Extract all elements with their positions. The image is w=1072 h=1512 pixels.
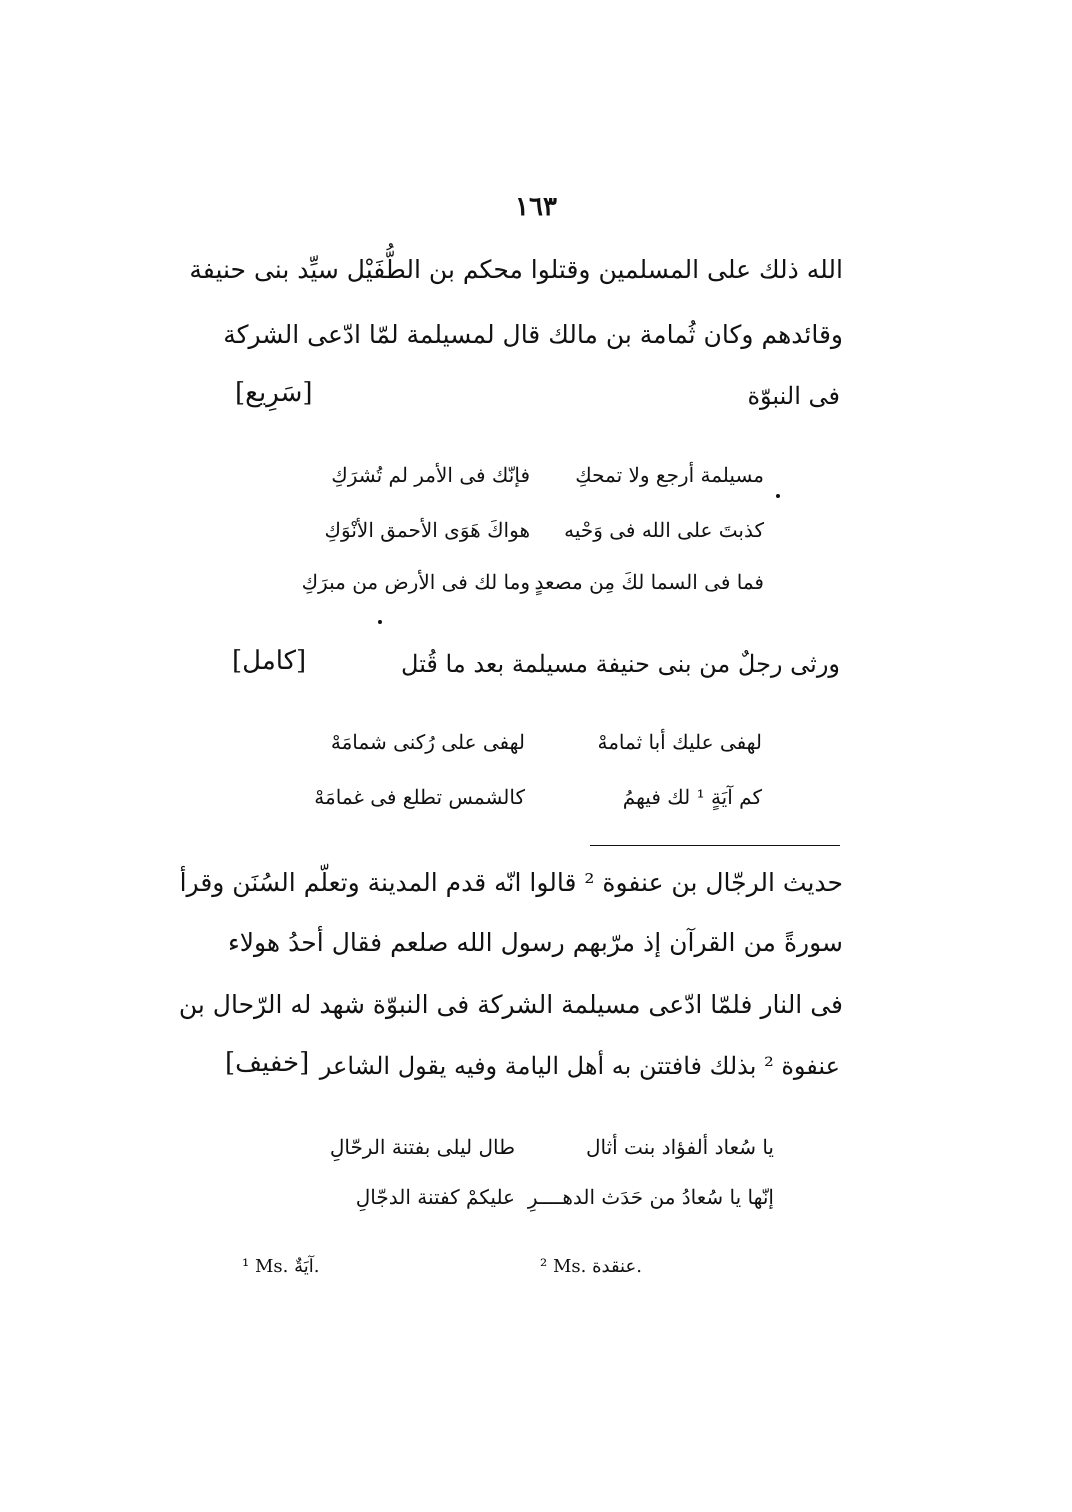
verse-hemistich: كم آيَةٍ ¹ لك فيهمُ — [622, 785, 762, 809]
verse-hemistich: هواكَ هَوَى الأحمق الأنْوَكِ — [324, 518, 530, 542]
ink-speck — [378, 620, 382, 624]
verse-hemistich: طال ليلى بفتنة الرحّالِ — [329, 1135, 515, 1159]
verse-hemistich: يا سُعاد ألفؤاد بنت أثال — [585, 1135, 774, 1159]
prose-line: وقائدهم وكان ثُمامة بن مالك قال لمسيلمة لمّا ادّعى الشركة — [223, 320, 843, 349]
verse-hemistich: إنّها يا سُعادُ من حَدَث الدهــــرِ — [527, 1185, 774, 1209]
verse-hemistich: لهفى على رُكنى شمامَهْ — [330, 730, 525, 754]
meter-label: [كامل] — [232, 646, 307, 676]
prose-line: فى النار فلمّا ادّعى مسيلمة الشركة فى النبوّة شهد له الرّحال بن — [178, 990, 843, 1019]
verse-hemistich: كذبتَ على الله فى وَحْيه — [564, 518, 764, 542]
ink-speck — [776, 494, 780, 498]
verse-hemistich: فإنّك فى الأمر لم تُشرَكِ — [331, 463, 530, 487]
verse-hemistich: عليكمْ كفتنة الدجّالِ — [355, 1185, 515, 1209]
section-rule — [590, 845, 840, 846]
verse-hemistich: كالشمس تطلع فى غمامَهْ — [314, 785, 525, 809]
verse-hemistich: فما فى السما لكَ مِن مصعدٍ — [534, 570, 764, 594]
verse-hemistich: لهفى عليك أبا ثمامهْ — [597, 730, 762, 754]
prose-line: عنفوة ² بذلك فافتتن به أهل اليامة وفيه يقول الشاعر — [319, 1052, 840, 1080]
meter-label: [خفيف] — [225, 1048, 310, 1078]
prose-line: حديث الرجّال بن عنفوة ² قالوا انّه قدم المدينة وتعلّم السُنَن وقرأ — [179, 868, 843, 897]
prose-line: الله ذلك على المسلمين وقتلوا محكم بن الطُّفَيْل سيِّد بنى حنيفة — [189, 255, 843, 284]
verse-hemistich: مسيلمة أرجع ولا تمحكِ — [575, 463, 764, 487]
prose-line: سورةً من القرآن إذ مرّبهم رسول الله صلعم فقال أحدُ هولاء — [228, 928, 843, 957]
meter-label: [سَرِيع] — [235, 378, 313, 408]
verse-hemistich: وما لك فى الأرض من مبرَكِ — [301, 570, 530, 594]
footnote: ¹ Ms. آيَةٌ. — [242, 1256, 320, 1277]
prose-line: ورثى رجلٌ من بنى حنيفة مسيلمة بعد ما قُتل — [401, 650, 840, 678]
footnote: ² Ms. عنقدة. — [540, 1256, 642, 1277]
prose-line: فى النبوّة — [747, 382, 840, 410]
page-number: ١٦٣ — [515, 192, 557, 222]
